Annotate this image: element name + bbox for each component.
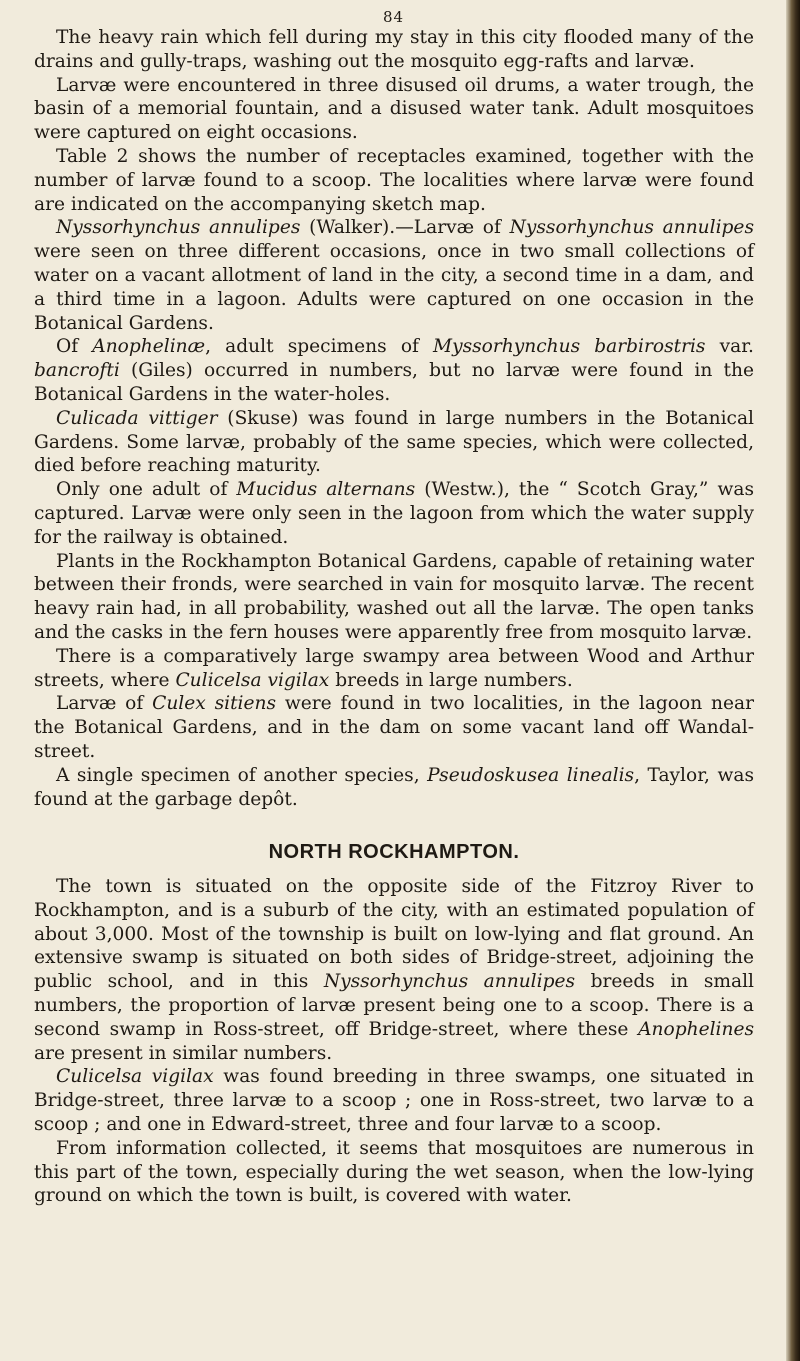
paragraph-text: (Walker).—Larvæ of — [300, 217, 510, 239]
species-name: Culicelsa vigilax — [175, 669, 330, 691]
species-name: Culicada vittiger — [56, 407, 218, 429]
book-spine-edge — [786, 0, 800, 1361]
paragraph — [34, 335, 754, 406]
paragraph-text: breeds in large numbers. — [329, 669, 573, 691]
paragraph-text: There is a comparatively large swampy area between Wood and Arthur streets, where — [34, 645, 754, 691]
paragraph — [34, 478, 754, 549]
paragraph-text: Larvæ of — [56, 693, 153, 715]
species-name: Nyssorhynchus annulipes — [323, 971, 576, 993]
paragraph-text: are present in similar numbers. — [34, 1042, 333, 1064]
paragraph-text: A single specimen of another species, — [56, 764, 428, 786]
paragraph: From information collected, it seems that mosquitoes are numerous in this part of the town, especially during the wet season, when the low-lying ground on which the town is built, is covered with water. — [34, 1137, 754, 1207]
paragraph-text: Only one adult of — [56, 479, 237, 501]
body-text — [34, 26, 754, 1208]
species-name: Pseudoskusea linealis — [427, 764, 635, 786]
paragraph — [34, 1065, 754, 1136]
paragraph: Larvæ were encountered in three disused oil drums, a water trough, the basin of a memorial fountain, and a disused water tank. Adult mosquitoes were captured on eight occasions. — [34, 74, 754, 144]
paragraph-text: (Skuse) was found in large numbers in the Botanical Gardens. Some larvæ, probably of the same species, which were collected, died before reaching maturity. — [34, 407, 754, 477]
paragraph-text: , Taylor, was found at the garbage depôt. — [34, 764, 755, 810]
species-name: Nyssorhynchus annulipes — [509, 217, 754, 239]
species-name: Myssorhynchus barbirostris — [433, 336, 706, 358]
species-name: Culex sitiens — [152, 693, 277, 715]
paragraph — [34, 875, 754, 1065]
page-number: 84 — [383, 8, 405, 26]
paragraph-text: (Westw.), the “ Scotch Gray,” was captured. Larvæ were only seen in the lagoon from which the water supply for the railway is obtained. — [34, 479, 754, 548]
paragraph-text: were seen on three different occasions, once in two small collections of water on a vacant allotment of land in the city, a second time in a dam, and a third time in a lagoon. Adults were captured on one occasion in the Botanical Gardens. — [34, 241, 754, 334]
paragraph-text: was found breeding in three swamps, one situated in Bridge-street, three larvæ to a scoop ; one in Ross-street, two larvæ to a scoop ; and one in Edward-street, three and four larvæ to a scoop. — [34, 1066, 754, 1136]
paragraph — [34, 692, 754, 763]
paragraph-text: var. — [705, 336, 754, 358]
paragraph-text: breeds in small numbers, the proportion of larvæ present being one to a scoop. There is a second swamp in Ross-street, off Bridge-street, where these — [34, 971, 754, 1040]
paragraph-text: (Giles) occurred in numbers, but no larvæ were found in the Botanical Gardens in the water-holes. — [34, 360, 754, 405]
paragraph: Plants in the Rockhampton Botanical Gardens, capable of retaining water between their fronds, were searched in vain for mosquito larvæ. The recent heavy rain had, in all probability, washed out all the larvæ. The open tanks and the casks in the fern houses were apparently free from mosquito larvæ. — [34, 550, 754, 643]
paragraph: The heavy rain which fell during my stay in this city flooded many of the drains and gully-traps, washing out the mosquito egg-rafts and larvæ. — [34, 27, 754, 72]
paragraph — [34, 216, 754, 335]
paragraph-text: , adult specimens of — [205, 336, 434, 358]
paragraph-text: were found in two localities, in the lagoon near the Botanical Gardens, and in the dam on some vacant land off Wandal-street. — [34, 693, 754, 762]
group-name: Anophelinæ — [92, 336, 206, 358]
paragraph: Table 2 shows the number of receptacles examined, together with the number of larvæ found to a scoop. The localities where larvæ were found are indicated on the accompanying sketch map. — [34, 145, 754, 215]
paragraph — [34, 764, 754, 812]
group-name: Anophelines — [638, 1018, 754, 1040]
variety-name: bancrofti — [34, 360, 120, 382]
section-heading: NORTH ROCKHAMPTON. — [268, 841, 520, 864]
species-name: Culicelsa vigilax — [56, 1066, 214, 1088]
paragraph-text: Of — [56, 336, 93, 358]
species-name: Nyssorhynchus annulipes — [56, 217, 301, 239]
paragraph — [34, 407, 754, 478]
species-name: Mucidus alternans — [236, 479, 416, 501]
paragraph — [34, 645, 754, 693]
paragraph-text: The town is situated on the opposite side of the Fitzroy River to Rockhampton, and is a suburb of the city, with an estimated population of about 3,000. Most of the township is built on low-lying and flat ground. An extensive swamp is situated on both sides of Bridge-street, adjoining the public school, and in this — [34, 876, 754, 993]
